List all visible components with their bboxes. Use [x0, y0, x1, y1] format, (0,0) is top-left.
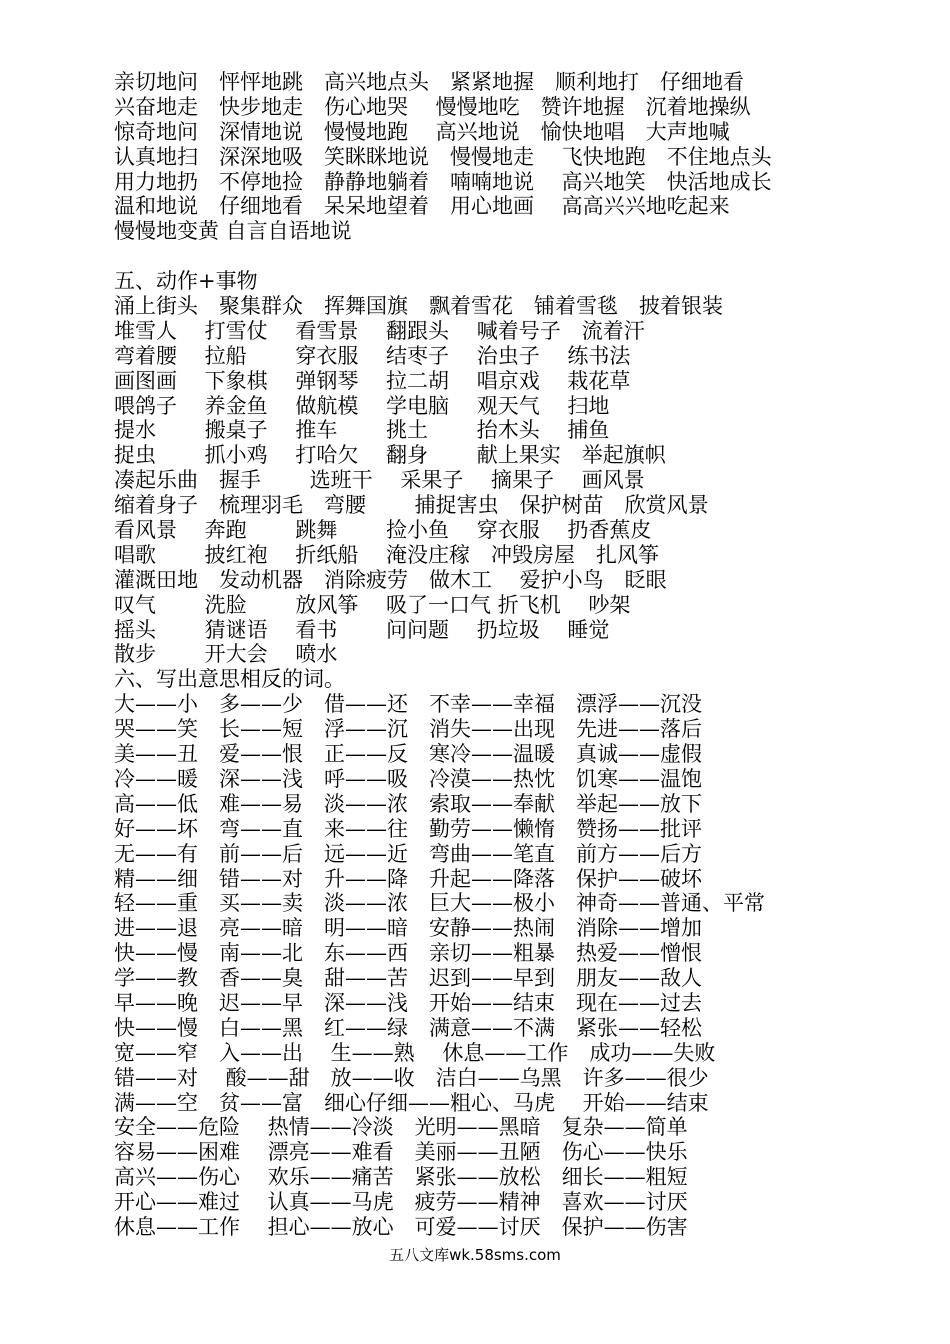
text-line: 凑起乐曲 握手 选班干 采果子 摘果子 画风景: [114, 468, 645, 493]
text-line: 轻——重 买——卖 淡——浓 巨大——极小 神奇——普通、平常: [114, 891, 765, 916]
text-line: 学——教 香——臭 甜——苦 迟到——早到 朋友——敌人: [114, 966, 702, 991]
text-line: 亲切地问 怦怦地跳 高兴地点头 紧紧地握 顺利地打 仔细地看: [114, 70, 744, 94]
text-line: 休息——工作 担心——放心 可爱——讨厌 保护——伤害: [114, 1214, 688, 1239]
section-title: 五、动作+事物: [114, 269, 258, 294]
text-line: 捉虫 抓小鸡 打哈欠 翻身 献上果实 举起旗帜: [114, 443, 666, 468]
text-line: 好——坏 弯——直 来——往 勤劳——懒惰 赞扬——批评: [114, 816, 702, 841]
text-line: 画图画 下象棋 弹钢琴 拉二胡 唱京戏 栽花草: [114, 368, 631, 393]
text-line: 开心——难过 认真——马虎 疲劳——精神 喜欢——讨厌: [114, 1190, 688, 1215]
section-title: 六、写出意思相反的词。: [114, 667, 345, 692]
text-line: 认真地扫 深深地吸 笑眯眯地说 慢慢地走 飞快地跑 不住地点头: [114, 144, 772, 169]
section-6: [114, 667, 914, 1239]
text-line: 错——对 酸——甜 放——收 洁白——乌黑 许多——很少: [114, 1065, 709, 1090]
text-line: 弯着腰 拉船 穿衣服 结枣子 治虫子 练书法: [114, 343, 631, 368]
text-line: 看风景 奔跑 跳舞 捡小鱼 穿衣服 扔香蕉皮: [114, 518, 652, 543]
text-line: 精——细 错——对 升——降 升起——降落 保护——破坏: [114, 866, 702, 891]
text-line: 大——小 多——少 借——还 不幸——幸福 漂浮——沉没: [114, 692, 702, 717]
text-line: 涌上街头 聚集群众 挥舞国旗 飘着雪花 铺着雪毯 披着银装: [114, 294, 723, 319]
text-line: 灌溉田地 发动机器 消除疲劳 做木工 爱护小鸟 眨眼: [114, 567, 667, 592]
text-line: 早——晚 迟——早 深——浅 开始——结束 现在——过去: [114, 990, 702, 1015]
text-line: 进——退 亮——暗 明——暗 安静——热闹 消除——增加: [114, 916, 702, 941]
text-line: 唱歌 披红袍 折纸船 淹没庄稼 冲毁房屋 扎风筝: [114, 542, 660, 567]
text-line: 温和地说 仔细地看 呆呆地望着 用心地画 高高兴兴地吃起来: [114, 194, 730, 219]
section-5: [114, 269, 914, 667]
text-line: 喂鸽子 养金鱼 做航模 学电脑 观天气 扫地: [114, 393, 610, 418]
text-line: 摇头 猜谜语 看书 问问题 扔垃圾 睡觉: [114, 617, 610, 642]
text-line: 无——有 前——后 远——近 弯曲——笔直 前方——后方: [114, 841, 702, 866]
text-line: 快——慢 白——黑 红——绿 满意——不满 紧张——轻松: [114, 1015, 702, 1040]
text-line: 高——低 难——易 淡——浓 索取——奉献 举起——放下: [114, 791, 702, 816]
text-line: 冷——暖 深——浅 呼——吸 冷漠——热忱 饥寒——温饱: [114, 766, 702, 791]
text-line: 容易——困难 漂亮——难看 美丽——丑陋 伤心——快乐: [114, 1140, 688, 1165]
blank-line: [114, 244, 914, 269]
text-line: 提水 搬桌子 推车 挑土 抬木头 捕鱼: [114, 418, 610, 443]
text-line: 满——空 贫——富 细心仔细——粗心、马虎 开始——结束: [114, 1090, 709, 1115]
text-line: 美——丑 爱——恨 正——反 寒冷——温暖 真诚——虚假: [114, 742, 702, 767]
page-footer: 五八文库wk.58sms.com: [389, 1246, 561, 1264]
text-line: 缩着身子 梳理羽毛 弯腰 捕捉害虫 保护树苗 欣赏风景: [114, 493, 709, 518]
text-line: 宽——窄 入——出 生——熟 休息——工作 成功——失败: [114, 1040, 716, 1065]
document-content: [114, 70, 914, 1240]
text-line: 用力地扔 不停地捡 静静地躺着 喃喃地说 高兴地笑 快活地成长: [114, 169, 772, 194]
text-line: 叹气 洗脸 放风筝 吸了一口气 折飞机 吵架: [114, 592, 631, 617]
text-line: 高兴——伤心 欢乐——痛苦 紧张——放松 细长——粗短: [114, 1165, 688, 1190]
text-line: 惊奇地问 深情地说 慢慢地跑 高兴地说 愉快地唱 大声地喊: [114, 119, 730, 144]
adverb-phrases-block: [114, 70, 914, 244]
text-line: 散步 开大会 喷水: [114, 642, 338, 667]
text-line: 安全——危险 热情——冷淡 光明——黑暗 复杂——简单: [114, 1115, 688, 1140]
text-line: 哭——笑 长——短 浮——沉 消失——出现 先进——落后: [114, 717, 702, 742]
text-line: 兴奋地走 快步地走 伤心地哭 慢慢地吃 赞许地握 沉着地操纵: [114, 94, 751, 119]
text-line: 堆雪人 打雪仗 看雪景 翻跟头 喊着号子 流着汗: [114, 318, 645, 343]
text-line: 慢慢地变黄 自言自语地说: [114, 219, 352, 244]
text-line: 快——慢 南——北 东——西 亲切——粗暴 热爱——憎恨: [114, 941, 702, 966]
